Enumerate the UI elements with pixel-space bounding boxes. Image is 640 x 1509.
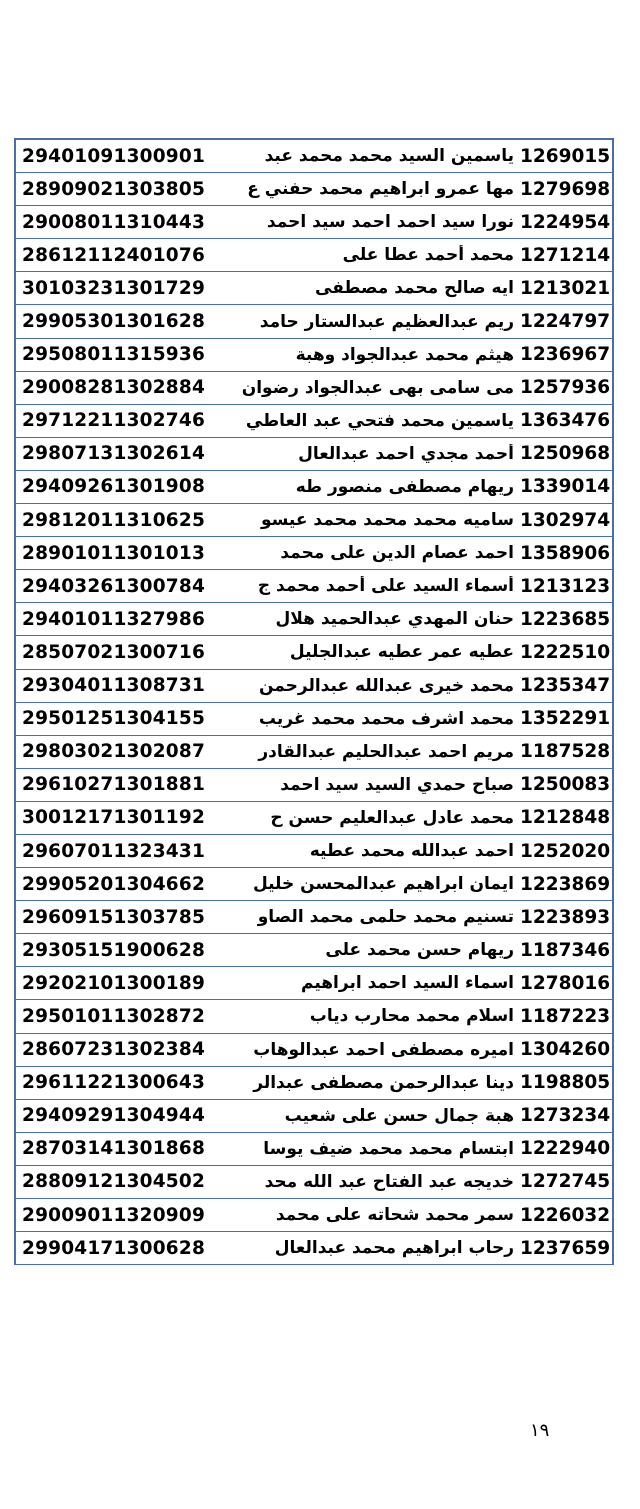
code-cell: 1278016 (520, 972, 611, 994)
table-row (16, 1133, 612, 1166)
code-cell: 1223893 (520, 906, 611, 928)
code-cell: 1339014 (520, 476, 611, 498)
name-cell: أسماء السيد على أحمد محمد ج (257, 576, 514, 597)
table-row (16, 736, 612, 769)
national-id-cell: 29803021302087 (22, 741, 206, 763)
name-cell: احمد عبدالله محمد عطيه (309, 841, 514, 862)
code-cell: 1235347 (520, 675, 611, 697)
national-id-cell: 29501011302872 (22, 1005, 206, 1027)
code-cell: 1226032 (520, 1204, 611, 1226)
page-number: ١٩ (530, 1420, 550, 1441)
national-id-cell: 29305151900628 (22, 939, 206, 961)
name-cell: مى سامى بهى عبدالجواد رضوان (241, 377, 514, 398)
code-cell: 1272745 (520, 1171, 611, 1193)
table-row (16, 1232, 612, 1265)
national-id-cell: 29401011327986 (22, 608, 206, 630)
table-row (16, 603, 612, 636)
name-cell: هبة جمال حسن على شعيب (284, 1105, 514, 1126)
name-cell: صباح حمدي السيد سيد احمد (280, 774, 514, 795)
table-row (16, 769, 612, 802)
code-cell: 1222510 (520, 641, 611, 663)
code-cell: 1257936 (520, 377, 611, 399)
national-id-cell: 28607231302384 (22, 1039, 206, 1061)
table-row (16, 140, 612, 173)
code-cell: 1224954 (520, 211, 611, 233)
table-row (16, 934, 612, 967)
name-cell: احمد عصام الدين على محمد (280, 543, 514, 564)
name-cell: اسلام محمد محارب دياب (309, 1006, 514, 1027)
table-row (16, 1034, 612, 1067)
name-cell: اسماء السيد احمد ابراهيم (300, 973, 514, 994)
name-cell: دينا عبدالرحمن مصطفى عبدالر (253, 1072, 514, 1093)
records-table (14, 138, 614, 1265)
national-id-cell: 29611221300643 (22, 1072, 206, 1094)
national-id-cell: 29812011310625 (22, 509, 206, 531)
name-cell: محمد عادل عبدالعليم حسن ح (270, 807, 514, 828)
national-id-cell: 28612112401076 (22, 244, 206, 266)
national-id-cell: 28901011301013 (22, 542, 206, 564)
table-row (16, 1100, 612, 1133)
table-row (16, 1166, 612, 1199)
name-cell: اميره مصطفى احمد عبدالوهاب (253, 1039, 514, 1060)
national-id-cell: 29610271301881 (22, 774, 206, 796)
name-cell: حنان المهدي عبدالحميد هلال (275, 609, 514, 630)
name-cell: ايمان ابراهيم عبدالمحسن خليل (252, 874, 514, 895)
name-cell: سمر محمد شحاته على محمد (275, 1205, 514, 1226)
table-row (16, 206, 612, 239)
table-row (16, 537, 612, 570)
national-id-cell: 29904171300628 (22, 1237, 206, 1259)
code-cell: 1187346 (520, 939, 611, 961)
code-cell: 1273234 (520, 1105, 611, 1127)
code-cell: 1224797 (520, 311, 611, 333)
table-row (16, 405, 612, 438)
code-cell: 1213021 (520, 277, 611, 299)
table-row (16, 1000, 612, 1033)
code-cell: 1187223 (520, 1005, 611, 1027)
code-cell: 1236967 (520, 344, 611, 366)
name-cell: ريهام حسن محمد على (325, 940, 514, 961)
code-cell: 1250968 (520, 443, 611, 465)
table-row (16, 1199, 612, 1232)
name-cell: خديجه عبد الفتاح عبد الله محد (264, 1171, 514, 1192)
table-row (16, 703, 612, 736)
national-id-cell: 29712211302746 (22, 410, 206, 432)
national-id-cell: 30012171301192 (22, 807, 206, 829)
table-row (16, 272, 612, 305)
national-id-cell: 29401091300901 (22, 145, 206, 167)
name-cell: مريم احمد عبدالحليم عبدالقادر (258, 741, 514, 762)
code-cell: 1187528 (520, 741, 611, 763)
name-cell: محمد أحمد عطا على (342, 245, 514, 266)
table-row (16, 372, 612, 405)
name-cell: ياسمين السيد محمد محمد عبد (264, 146, 514, 167)
name-cell: محمد اشرف محمد محمد غريب (258, 708, 514, 729)
national-id-cell: 30103231301729 (22, 277, 206, 299)
national-id-cell: 29609151303785 (22, 906, 206, 928)
national-id-cell: 29403261300784 (22, 575, 206, 597)
code-cell: 1352291 (520, 708, 611, 730)
table-row (16, 504, 612, 537)
name-cell: تسنيم محمد حلمى محمد الصاو (257, 907, 514, 928)
table-row (16, 868, 612, 901)
table-row (16, 901, 612, 934)
table-row (16, 305, 612, 338)
table-row (16, 239, 612, 272)
name-cell: ياسمين محمد فتحي عبد العاطي (245, 410, 514, 431)
national-id-cell: 28909021303805 (22, 178, 206, 200)
national-id-cell: 29807131302614 (22, 443, 206, 465)
table-row (16, 471, 612, 504)
table-row (16, 835, 612, 868)
table-row (16, 339, 612, 372)
code-cell: 1223685 (520, 608, 611, 630)
national-id-cell: 29304011308731 (22, 675, 206, 697)
code-cell: 1279698 (520, 178, 611, 200)
code-cell: 1213123 (520, 575, 611, 597)
national-id-cell: 28703141301868 (22, 1138, 206, 1160)
name-cell: رحاب ابراهيم محمد عبدالعال (274, 1238, 514, 1259)
table-row (16, 1067, 612, 1100)
table-row (16, 802, 612, 835)
national-id-cell: 29905201304662 (22, 873, 206, 895)
code-cell: 1223869 (520, 873, 611, 895)
national-id-cell: 29202101300189 (22, 972, 206, 994)
national-id-cell: 28507021300716 (22, 641, 206, 663)
name-cell: ساميه محمد محمد محمد عيسو (260, 510, 514, 531)
table-row (16, 670, 612, 703)
table-row (16, 570, 612, 603)
code-cell: 1358906 (520, 542, 611, 564)
national-id-cell: 29409291304944 (22, 1105, 206, 1127)
name-cell: ريم عبدالعظيم عبدالستار حامد (259, 311, 514, 332)
name-cell: نورا سيد احمد احمد سيد احمد (266, 212, 514, 233)
code-cell: 1271214 (520, 244, 611, 266)
name-cell: محمد خيرى عبدالله عبدالرحمن (258, 675, 514, 696)
code-cell: 1250083 (520, 774, 611, 796)
national-id-cell: 29508011315936 (22, 344, 206, 366)
table-row (16, 636, 612, 669)
code-cell: 1198805 (520, 1072, 611, 1094)
national-id-cell: 29905301301628 (22, 311, 206, 333)
table-row (16, 173, 612, 206)
name-cell: مها عمرو ابراهيم محمد حفني ع (247, 179, 514, 200)
name-cell: ايه صالح محمد مصطفى (315, 278, 514, 299)
name-cell: ريهام مصطفى منصور طه (295, 476, 514, 497)
national-id-cell: 29607011323431 (22, 840, 206, 862)
code-cell: 1304260 (520, 1039, 611, 1061)
national-id-cell: 29009011320909 (22, 1204, 206, 1226)
code-cell: 1269015 (520, 145, 611, 167)
national-id-cell: 29008011310443 (22, 211, 206, 233)
table-row (16, 967, 612, 1000)
national-id-cell: 29008281302884 (22, 377, 206, 399)
code-cell: 1222940 (520, 1138, 611, 1160)
table-row (16, 438, 612, 471)
national-id-cell: 29501251304155 (22, 708, 206, 730)
name-cell: هيثم محمد عبدالجواد وهبة (295, 344, 514, 365)
code-cell: 1212848 (520, 807, 611, 829)
code-cell: 1363476 (520, 410, 611, 432)
name-cell: ابتسام محمد محمد ضيف يوسا (263, 1138, 514, 1159)
name-cell: أحمد مجدي احمد عبدالعال (298, 443, 514, 464)
national-id-cell: 29409261301908 (22, 476, 206, 498)
national-id-cell: 28809121304502 (22, 1171, 206, 1193)
code-cell: 1252020 (520, 840, 611, 862)
code-cell: 1237659 (520, 1237, 611, 1259)
name-cell: عطيه عمر عطيه عبدالجليل (289, 642, 514, 663)
code-cell: 1302974 (520, 509, 611, 531)
